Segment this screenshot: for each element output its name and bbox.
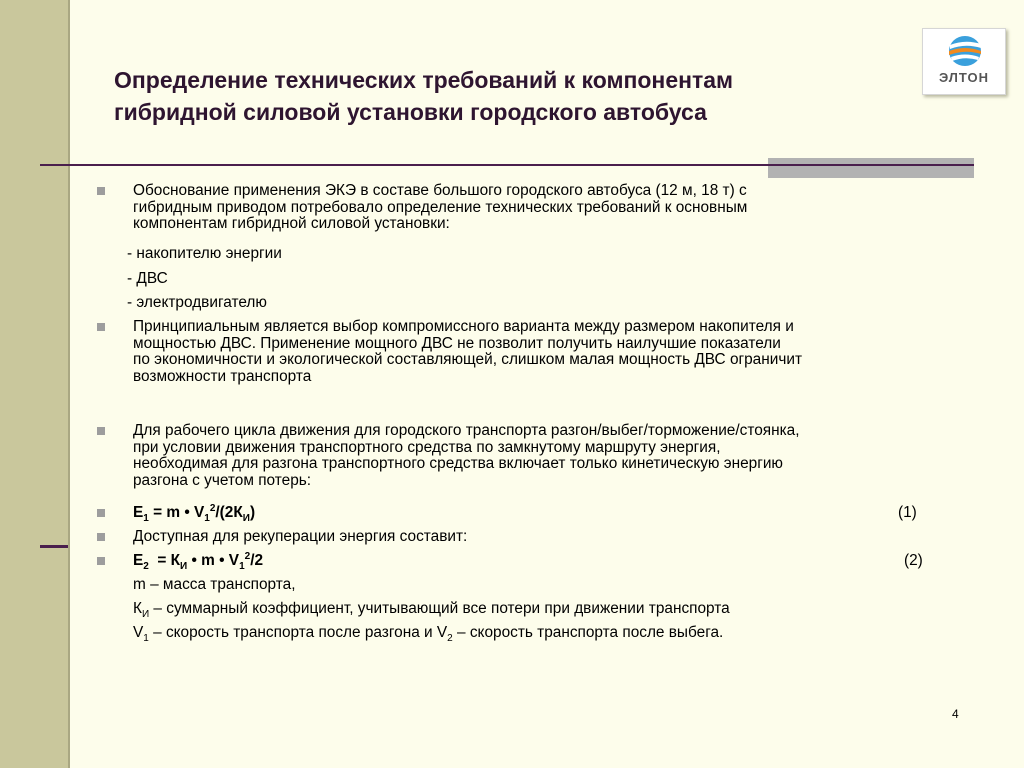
- eq-superscript: 2: [244, 550, 251, 562]
- bullet-line: компонентам гибридной силовой установки:: [133, 215, 450, 232]
- bullet-line: гибридным приводом потребовало определение технических требований к основным: [133, 198, 748, 216]
- bullet-square: [97, 509, 105, 517]
- bullet-square: [97, 557, 105, 565]
- equation-1: [133, 502, 1013, 525]
- sub-item-text: - ДВС: [127, 270, 168, 287]
- bullet-text: [133, 183, 1013, 233]
- logo-icon: [948, 35, 982, 67]
- bullet-text: Доступная для рекуперации энергия составит:: [133, 528, 468, 545]
- eq-subscript: И: [242, 513, 250, 525]
- bullet-line: Принципиальным является выбор компромиссного варианта между размером накопителя и: [133, 318, 794, 335]
- bullet-line: необходимая для разгона транспортного средства включает только кинетическую энергию: [133, 455, 783, 472]
- slide-title: [114, 64, 904, 128]
- bullet-text: [133, 319, 1013, 385]
- def-subscript: 1: [143, 633, 149, 645]
- bullet-line: Обоснование применения ЭКЭ в составе большого городского автобуса (12 м, 18 т) с: [133, 182, 747, 199]
- eq-part: = m • V: [148, 504, 205, 521]
- bullet-square: [97, 427, 105, 435]
- eq-part: = К: [148, 552, 181, 569]
- left-decor-line: [68, 0, 70, 768]
- bullet-square: [97, 323, 105, 331]
- bullet-line: Для рабочего цикла движения для городского транспорта разгон/выбег/торможение/стоянка,: [133, 422, 800, 439]
- def-part: – суммарный коэффициент, учитывающий все потери при движении транспорта: [149, 600, 730, 617]
- definition-text: [133, 624, 724, 645]
- eq-superscript: 2: [209, 502, 216, 514]
- eq-part: /(2К: [215, 504, 243, 521]
- company-logo: [922, 28, 1006, 95]
- def-subscript: И: [141, 609, 150, 621]
- def-symbol: V: [133, 624, 144, 641]
- def-part: – скорость транспорта после разгона и V: [148, 624, 448, 641]
- bullet-line: разгона с учетом потерь:: [133, 471, 312, 489]
- left-decor-bar: [0, 0, 68, 768]
- eq-subscript: И: [180, 561, 188, 573]
- eq-part: /2: [250, 552, 264, 569]
- equation-number-2: (2): [904, 552, 923, 569]
- logo-text: ЭЛТОН: [939, 70, 989, 85]
- definition-text: [133, 600, 730, 621]
- bullet-line: возможности транспорта: [133, 367, 312, 385]
- def-symbol: К: [133, 600, 142, 617]
- def-subscript: 2: [447, 633, 453, 645]
- title-line-2: гибридной силовой установки городского автобуса: [114, 99, 707, 125]
- eq-subscript: 1: [143, 513, 149, 525]
- left-accent-line: [40, 545, 68, 548]
- title-line-1: Определение технических требований к компонентам: [114, 67, 734, 93]
- equation-2: [133, 550, 1013, 573]
- eq-subscript: 1: [204, 513, 210, 525]
- eq-symbol: E: [133, 504, 144, 521]
- equation-number-1: (1): [898, 504, 917, 521]
- eq-subscript: 1: [239, 561, 245, 573]
- eq-subscript: 2: [143, 561, 149, 573]
- bullet-square: [97, 533, 105, 541]
- eq-symbol: E: [133, 552, 144, 569]
- sub-item-text: - электродвигателю: [127, 294, 267, 311]
- divider-block-bottom: [768, 166, 974, 178]
- bullet-text: [133, 423, 1013, 489]
- bullet-square: [97, 187, 105, 195]
- page-number: 4: [952, 707, 959, 721]
- bullet-line: мощностью ДВС. Применение мощного ДВС не позволит получить наилучшие показатели: [133, 334, 781, 352]
- eq-part: ): [249, 504, 256, 521]
- bullet-line: при условии движения транспортного средства по замкнутому маршруту энергия,: [133, 438, 721, 456]
- def-part: – скорость транспорта после выбега.: [452, 624, 724, 641]
- bullet-line: по экономичности и экологической составляющей, слишком малая мощность ДВС ограничит: [133, 351, 803, 368]
- eq-part: • m • V: [187, 552, 240, 569]
- definition-text: m – масса транспорта,: [133, 576, 296, 593]
- sub-item-text: - накопителю энергии: [127, 245, 282, 262]
